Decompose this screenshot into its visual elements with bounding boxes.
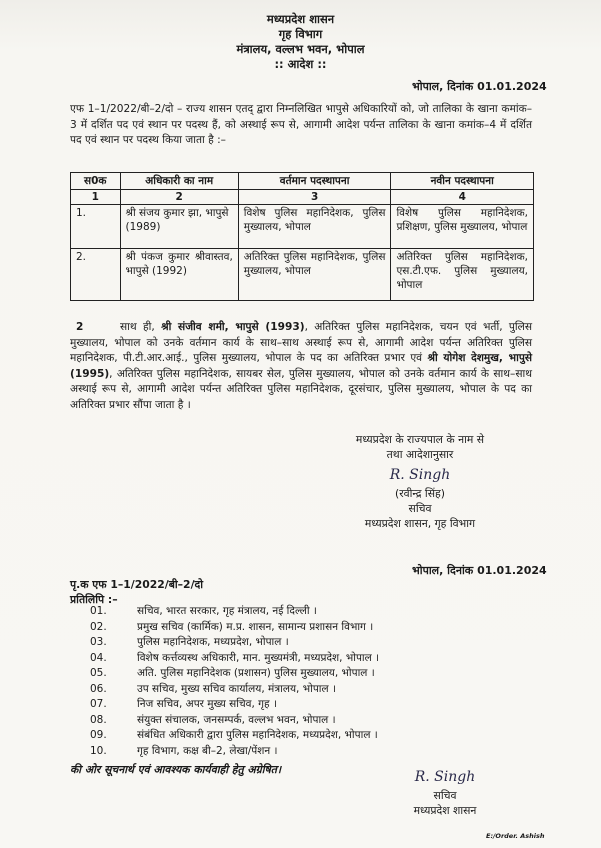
recipient-number: 08. xyxy=(90,713,107,726)
copy-recipient-list xyxy=(90,604,379,759)
file-path-footer: E:/Order. Ashish xyxy=(486,832,545,840)
col-number: 1 xyxy=(71,190,121,205)
intro-paragraph: एफ 1–1/2022/बी–2/दो – राज्य शासन एतद् द्वारा निम्नलिखित भापुसे अधिकारियों को, जो तालिका के खाना कमांक–3 में दर्शित पद एवं स्थान पर पदस्थ हैं, को अस्थाई रूप से, आगामी आदेश पर्यन्त तालिका के खाना कमांक–4 में दर्शित पद एवं स्थान पर पदस्थ किया जाता है :– xyxy=(70,103,532,147)
cell-current-posting: अतिरिक्त पुलिस महानिदेशक, पुलिस मुख्यालय, भोपाल xyxy=(238,249,391,301)
officer-name-2: श्री योगेश देशमुख, भापुसे (1995) xyxy=(70,352,532,380)
recipient-text: सचिव, भारत सरकार, गृह मंत्रालय, नई दिल्ली । xyxy=(137,605,317,617)
cell-sno: 2. xyxy=(71,249,121,301)
recipient-text: विशेष कर्त्तव्यस्थ अधिकारी, मान. मुख्यमंत्री, मध्यप्रदेश, भोपाल । xyxy=(137,651,380,664)
signatory-department: मध्यप्रदेश शासन, गृह विभाग xyxy=(364,517,476,530)
paragraph-2 xyxy=(70,320,532,414)
list-item xyxy=(90,682,379,698)
signature-block-1 xyxy=(310,432,530,531)
recipient-number: 06. xyxy=(90,682,107,695)
cell-name: श्री पंकज कुमार श्रीवास्तव, भापुसे (1992) xyxy=(120,249,238,301)
copy-date: भोपाल, दिनांक 01.01.2024 xyxy=(412,564,547,577)
recipient-number: 01. xyxy=(90,605,107,617)
recipient-text: प्रमुख सचिव (कार्मिक) म.प्र. शासन, सामान्य प्रशासन विभाग । xyxy=(137,620,374,633)
table-header-row xyxy=(71,173,534,190)
list-item xyxy=(90,744,379,760)
col-header-name: अधिकारी का नाम xyxy=(120,173,238,190)
cell-new-posting: विशेष पुलिस महानिदेशक, प्रशिक्षण, पुलिस मुख्यालय, भोपाल xyxy=(391,205,534,249)
authority-line-2: तथा आदेशानुसार xyxy=(386,448,454,461)
header-address: मंत्रालय, वल्लभ भवन, भोपाल xyxy=(236,42,365,56)
list-item xyxy=(90,713,379,729)
list-item xyxy=(90,620,379,636)
recipient-text: गृह विभाग, कक्ष बी–2, लेखा/पेंशन । xyxy=(137,744,278,757)
list-item xyxy=(90,604,379,620)
copy-label: प्रतिलिपि :– xyxy=(70,593,118,606)
table-row xyxy=(71,249,534,301)
handwritten-signature: R. Singh xyxy=(414,769,476,785)
recipient-number: 10. xyxy=(90,744,107,757)
recipient-text: निज सचिव, अपर मुख्य सचिव, गृह । xyxy=(137,698,277,710)
recipient-number: 03. xyxy=(90,636,107,648)
recipient-text: संयुक्त संचालक, जनसम्पर्क, वल्लभ भवन, भोपाल । xyxy=(137,713,336,726)
col-header-new: नवीन पदस्थापना xyxy=(391,173,534,190)
recipient-text: संबंधित अधिकारी द्वारा पुलिस महानिदेशक, मध्यप्रदेश, भोपाल । xyxy=(137,729,378,741)
para2-text-1: साथ ही, xyxy=(120,321,162,333)
posting-table xyxy=(70,172,534,301)
cell-name: श्री संजय कुमार झा, भापुसे (1989) xyxy=(120,205,238,249)
recipient-number: 02. xyxy=(90,620,107,633)
recipient-number: 05. xyxy=(90,667,107,679)
header-department: गृह विभाग xyxy=(278,27,323,41)
table-row xyxy=(71,205,534,249)
recipient-number: 07. xyxy=(90,698,107,710)
signatory-department: मध्यप्रदेश शासन xyxy=(413,804,477,817)
handwritten-signature: R. Singh xyxy=(389,467,451,483)
recipient-number: 09. xyxy=(90,729,107,741)
col-number: 4 xyxy=(391,190,534,205)
authority-line-1: मध्यप्रदेश के राज्यपाल के नाम से xyxy=(355,433,485,446)
cell-sno: 1. xyxy=(71,205,121,249)
list-item xyxy=(90,666,379,682)
table-column-number-row xyxy=(71,190,534,205)
signature-block-2 xyxy=(380,770,510,818)
para2-text-3: , अतिरिक्त पुलिस महानिदेशक, सायबर सेल, पुलिस मुख्यालय, भोपाल को उनके वर्तमान कार्य के साथ–साथ अस्थाई रूप से, आगामी आदेश पर्यन्त अतिरिक्त पुलिस महानिदेशक, दूरसंचार, पुलिस मुख्यालय, भोपाल के पद का अतिरिक्त प्रभार सौंपा जाता है । xyxy=(70,367,532,411)
cell-current-posting: विशेष पुलिस महानिदेशक, पुलिस मुख्यालय, भोपाल xyxy=(238,205,391,249)
officer-name-1: श्री संजीव शमी, भापुसे (1993) xyxy=(161,321,305,333)
copy-reference-number: पृ.क एफ 1–1/2022/बी–2/दो xyxy=(70,578,204,591)
forwarding-note: की ओर सूचनार्थ एवं आवश्यक कार्यवाही हेतु अग्रेषित। xyxy=(70,763,282,776)
para2-text-2: , अतिरिक्त पुलिस महानिदेशक, चयन एवं भर्ती, पुलिस मुख्यालय, भोपाल को उनके वर्तमान कार्य के साथ–साथ अस्थाई रूप से, आगामी आदेश पर्यन्त अतिरिक्त पुलिस महानिदेशक, पी.टी.आर.आई., पुलिस मुख्यालय, भोपाल के पद का अतिरिक्त प्रभार एवं xyxy=(70,321,533,365)
col-header-current: वर्तमान पदस्थापना xyxy=(238,173,391,190)
recipient-text: अति. पुलिस महानिदेशक (प्रशासन) पुलिस मुख्यालय, भोपाल । xyxy=(137,667,375,679)
recipient-text: उप सचिव, मुख्य सचिव कार्यालय, मंत्रालय, भोपाल । xyxy=(137,682,336,695)
header-government: मध्यप्रदेश शासन xyxy=(266,12,335,26)
signatory-designation: सचिव xyxy=(408,502,432,515)
order-date: भोपाल, दिनांक 01.01.2024 xyxy=(412,80,547,93)
col-number: 3 xyxy=(238,190,391,205)
signatory-designation: सचिव xyxy=(433,789,457,802)
header-order-title: :: आदेश :: xyxy=(274,57,327,71)
list-item xyxy=(90,728,379,744)
list-item xyxy=(90,635,379,651)
col-number: 2 xyxy=(120,190,238,205)
signatory-name: (रवीन्द्र सिंह) xyxy=(395,487,445,500)
paragraph-number: 2 xyxy=(76,321,84,333)
recipient-text: पुलिस महानिदेशक, मध्यप्रदेश, भोपाल । xyxy=(137,636,289,648)
cell-new-posting: अतिरिक्त पुलिस महानिदेशक, एस.टी.एफ. पुलिस मुख्यालय, भोपाल xyxy=(391,249,534,301)
list-item xyxy=(90,697,379,713)
col-header-sno: स0क xyxy=(71,173,121,190)
recipient-number: 04. xyxy=(90,651,107,664)
list-item xyxy=(90,651,379,667)
